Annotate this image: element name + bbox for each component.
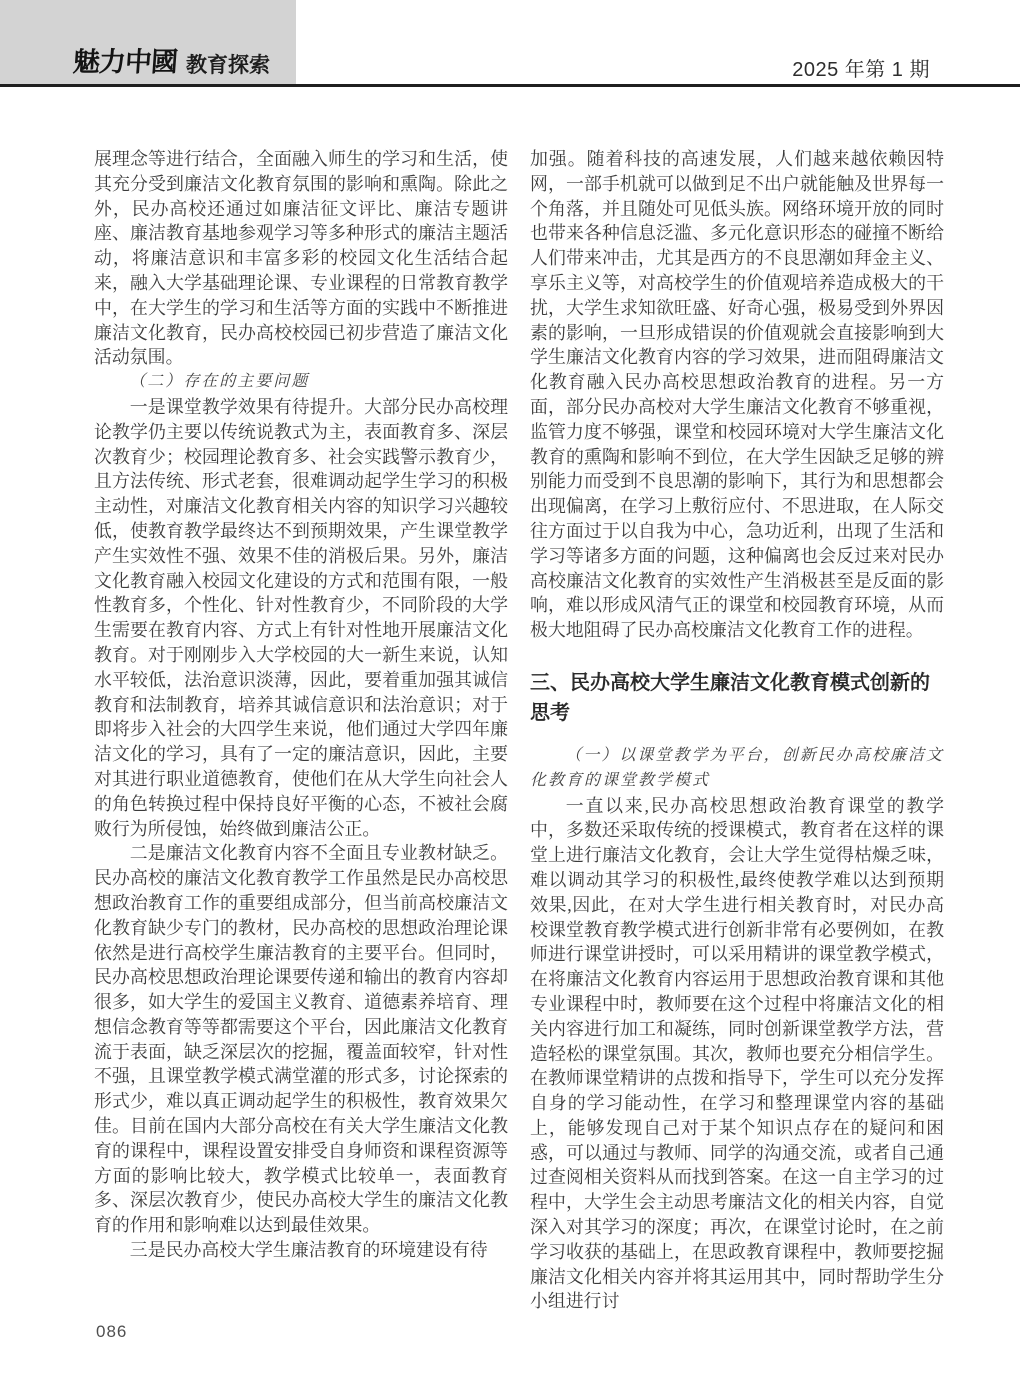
column-left xyxy=(94,147,508,1314)
subheading-kaiti: （一）以课堂教学为平台，创新民办高校廉洁文化教育的课堂教学模式 xyxy=(530,746,944,789)
paragraph: 展理念等进行结合，全面融入师生的学习和生活，使其充分受到廉洁文化教育氛围的影响和熏陶。除此之外，民办高校还通过如廉洁征文评比、廉洁专题讲座、廉洁教育基地参观学习等多种形式的廉洁主题活动，将廉洁意识和丰富多彩的校园文化生活结合起来，融入大学基础理论课、专业课程的日常教育教学中，在大学生的学习和生活等方面的实践中不断推进廉洁文化教育，民办高校校园已初步营造了廉洁文化活动氛围。 xyxy=(94,149,508,368)
journal-section-label: 教育探索 xyxy=(186,54,270,77)
section-heading: 三、民办高校大学生廉洁文化教育模式创新的思考 xyxy=(530,671,930,725)
article-body xyxy=(94,147,944,1314)
paragraph: 一直以来,民办高校思想政治教育课堂的教学中，多数还采取传统的授课模式，教育者在这样的课堂上进行廉洁文化教育，会让大学生觉得枯燥乏味，难以调动其学习的积极性,最终使教学难以达到预期效果,因此，在对大学生进行相关教育时，对民办高校课堂教育教学模式进行创新非常有必要例如，在教师进行课堂讲授时，可以采用精讲的课堂教学模式，在将廉洁文化教育内容运用于思想政治教育课和其他专业课程中时，教师要在这个过程中将廉洁文化的相关内容进行加工和凝练，同时创新课堂教学方法，营造轻松的课堂氛围。其次，教师也要充分相信学生。在教师课堂精讲的点拨和指导下，学生可以充分发挥自身的学习能动性，在学习和整理课堂内容的基础上，能够发现自己对于某个知识点存在的疑问和困惑，可以通过与教师、同学的沟通交流，或者自己通过查阅相关资料从而找到答案。在这一自主学习的过程中，大学生会主动思考廉洁文化的相关内容，自觉深入对其学习的深度；再次，在课堂讨论时，在之前学习收获的基础上，在思政教育课程中，教师要挖掘廉洁文化相关内容并将其运用其中，同时帮助学生分小组进行讨 xyxy=(530,795,944,1312)
journal-logo-calligraphy: 魅力中國 xyxy=(71,47,179,77)
paragraph: 一是课堂教学效果有待提升。大部分民办高校理论教学仍主要以传统说教式为主，表面教育多、深层次教育少；校园理论教育多、社会实践警示教育少，且方法传统、形式老套，很难调动起学生学习的积极主动性，对廉洁文化教育相关内容的知识学习兴趣较低，使教育教学最终达不到预期效果，产生课堂教学产生实效性不强、效果不佳的消极后果。另外，廉洁文化教育融入校园文化建设的方式和范围有限，一般性教育多，个性化、针对性教育少，不同阶段的大学生需要在教育内容、方式上有针对性地开展廉洁文化教育。对于刚刚步入大学校园的大一新生来说，认知水平较低，法治意识淡薄，因此，要着重加强其诚信教育和法制教育，培养其诚信意识和法治意识；对于即将步入社会的大四学生来说，他们通过大学四年廉洁文化的学习，具有了一定的廉洁意识，因此，主要对其进行职业道德教育，使他们在从大学生向社会人的角色转换过程中保持良好平衡的心态，不被社会腐败行为所侵蚀，始终做到廉洁公正。 xyxy=(94,396,508,839)
header-rule xyxy=(0,84,1020,87)
paragraph: 三是民办高校大学生廉洁教育的环境建设有待 xyxy=(129,1240,488,1261)
column-right xyxy=(530,147,944,1314)
paragraph: 加强。随着科技的高速发展，人们越来越依赖因特网，一部手机就可以做到足不出户就能触及世界每一个角落，并且随处可见低头族。网络环境开放的同时也带来各种信息泛滥、多元化意识形态的碰撞不断给人们带来冲击，尤其是西方的不良思潮如拜金主义、享乐主义等，对高校学生的价值观培养造成极大的干扰，大学生求知欲旺盛、好奇心强，极易受到外界因素的影响，一旦形成错误的价值观就会直接影响到大学生廉洁文化教育内容的学习效果，进而阻碍廉洁文化教育融入民办高校思想政治教育的进程。另一方面，部分民办高校对大学生廉洁文化教育不够重视，监管力度不够强，课堂和校园环境对大学生廉洁文化教育的熏陶和影响不到位，在大学生因缺乏足够的辨别能力而受到不良思潮的影响下，其行为和思想都会出现偏离，在学习上敷衍应付、不思进取，在人际交往方面过于以自我为中心，急功近利，出现了生活和学习等诸多方面的问题，这种偏离也会反过来对民办高校廉洁文化教育的实效性产生消极甚至是反面的影响，难以形成风清气正的课堂和校园教育环境，从而极大地阻碍了民办高校廉洁文化教育工作的进程。 xyxy=(530,149,944,641)
paragraph: 二是廉洁文化教育内容不全面且专业教材缺乏。民办高校的廉洁文化教育教学工作虽然是民办高校思想政治教育工作的重要组成部分，但当前高校廉洁文化教育缺少专门的教材，民办高校的思想政治理论课依然是进行高校学生廉洁教育的主要平台。但同时，民办高校思想政治理论课要传递和输出的教育内容却很多，如大学生的爱国主义教育、道德素养培育、理想信念教育等等都需要这个平台，因此廉洁文化教育流于表面，缺乏深层次的挖掘，覆盖面较窄，针对性不强，且课堂教学模式满堂灌的形式多，讨论探索的形式少，难以真正调动起学生的积极性，教育效果欠佳。目前在国内大部分高校在有关大学生廉洁文化教育的课程中，课程设置安排受自身师资和课程资源等方面的影响比较大，教学模式比较单一，表面教育多、深层次教育少，使民办高校大学生的廉洁文化教育的作用和影响难以达到最佳效果。 xyxy=(94,843,508,1236)
subheading-kaiti: （二）存在的主要问题 xyxy=(129,373,310,391)
journal-masthead xyxy=(0,0,296,84)
issue-label: 2025 年第 1 期 xyxy=(792,59,930,81)
page-number: 086 xyxy=(96,1322,128,1341)
